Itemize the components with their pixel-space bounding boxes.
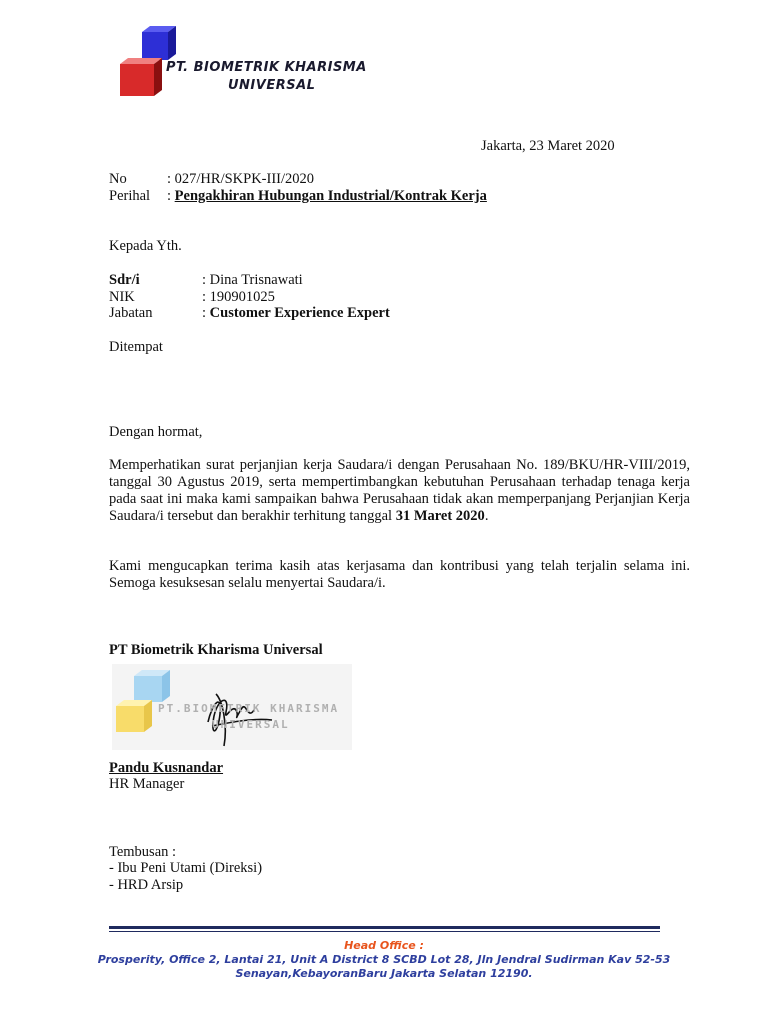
footer-rule-thin bbox=[109, 931, 660, 932]
company-name-line2: UNIVERSAL bbox=[228, 78, 316, 93]
stamp-text-line1: PT.BIOMETRIK KHARISMA bbox=[158, 702, 340, 715]
footer-address-line2: Senayan,KebayoranBaru Jakarta Selatan 12190. bbox=[235, 967, 533, 980]
ref-perihal-label: Perihal bbox=[109, 188, 151, 204]
ref-perihal-value: Pengakhiran Hubungan Industrial/Kontrak Kerja bbox=[174, 188, 487, 204]
footer-rule-thick bbox=[109, 926, 660, 929]
stamp-text-line2: UNIVERSAL bbox=[212, 718, 290, 731]
company-stamp bbox=[112, 664, 352, 750]
para1-end: . bbox=[484, 508, 489, 524]
letter-date: Jakarta, 23 Maret 2020 bbox=[481, 138, 615, 154]
signature-company: PT Biometrik Kharisma Universal bbox=[109, 642, 323, 658]
salutation: Dengan hormat, bbox=[109, 424, 203, 440]
recipient-jabatan-colon: : bbox=[202, 305, 207, 321]
footer-head-office: Head Office : bbox=[344, 939, 424, 952]
recipient-jabatan-label: Jabatan bbox=[109, 305, 153, 321]
recipient-nik-value: : 190901025 bbox=[202, 289, 275, 305]
ref-perihal bbox=[167, 188, 487, 205]
signatory-title: HR Manager bbox=[109, 776, 185, 792]
recipient-place: Ditempat bbox=[109, 339, 163, 355]
recipient-nik-label: NIK bbox=[109, 289, 135, 305]
signatory-name: Pandu Kusnandar bbox=[109, 760, 224, 776]
company-name-line1: PT. BIOMETRIK KHARISMA bbox=[166, 60, 367, 75]
body-paragraph-1 bbox=[109, 457, 690, 525]
cc-label: Tembusan : bbox=[109, 844, 177, 860]
ref-perihal-colon: : bbox=[167, 188, 172, 204]
cc-item: - Ibu Peni Utami (Direksi) bbox=[109, 860, 263, 876]
recipient-sdr-value: : Dina Trisnawati bbox=[202, 272, 303, 288]
ref-no-label: No bbox=[109, 171, 127, 187]
recipient-sdr-label: Sdr/i bbox=[109, 272, 140, 288]
recipient-greeting: Kepada Yth. bbox=[109, 238, 182, 254]
footer-address-line1: Prosperity, Office 2, Lantai 21, Unit A District 8 SCBD Lot 28, Jln Jendral Sudirman Kav 52-53 bbox=[97, 953, 671, 966]
ref-no-value: : 027/HR/SKPK-III/2020 bbox=[167, 171, 315, 187]
body-paragraph-2: Kami mengucapkan terima kasih atas kerjasama dan kontribusi yang telah terjalin selama ini. Semoga kesuksesan selalu menyertai Saudara/i. bbox=[109, 558, 690, 591]
para1-text: Memperhatikan surat perjanjian kerja Saudara/i dengan Perusahaan No. 189/BKU/HR-VIII/2019, tanggal 30 Agustus 2019, serta mempertimbangkan kebutuhan Perusahaan terhadap tenaga kerja pada saat ini maka kami sampaikan bahwa Perusahaan tidak akan memperpanjang Perjanjian Kerja Saudara/i tersebut dan berakhir terhitung tanggal bbox=[109, 457, 690, 524]
recipient-jabatan-value: Customer Experience Expert bbox=[209, 305, 390, 321]
cc-item: - HRD Arsip bbox=[109, 877, 184, 893]
recipient-jabatan bbox=[202, 305, 390, 322]
para1-date: 31 Maret 2020 bbox=[395, 508, 485, 524]
